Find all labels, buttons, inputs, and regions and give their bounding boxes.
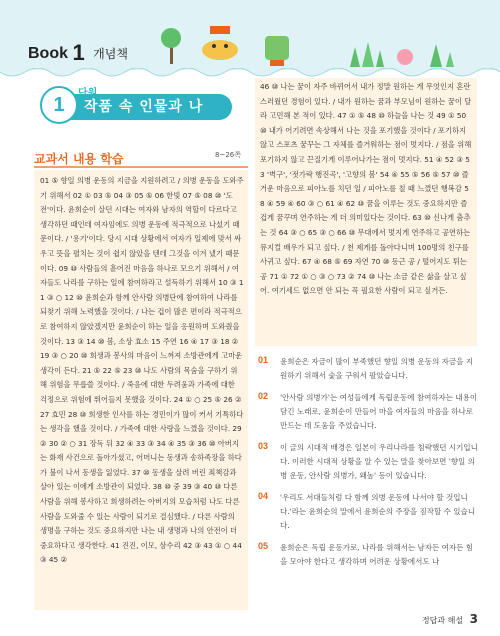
explanation-text: '우리도 서대들처럼 다 함께 의병 운동에 나서야 할 것입니다.'라는 윤희순의 말에서 윤희순의 주장을 짐작할 수 있습니다.: [280, 493, 476, 530]
unit-number-badge: [40, 86, 78, 124]
left-answer-text: 01 ⑤ 향일 의병 운동의 지금을 지원하려고 / 의병 운동을 도와주기 위해서 02 ① 03 ⑤ 04 ③ 05 ⑤ 06 한빛 07 ⑤ 08 ⑩ '도전'이다. 윤희순이 살던 시대는 여자와 남자의 역할이 다르다고 생각하던 때인데 여자임에도 의병 운동에 적극적으로 나섰기 때문이다. / '용기'이다. 당시 시대 상황에서 여자가 일제에 맞서 싸우고 뜻을 펼치는 것이 쉽지 않았을 텐데 그것을 이겨 냈기 때문이다. 09 ⑩ 사람들의 흩어진 마음을 하나로 모으기 위해서 / 여자들도 나라를 구하는 일에 참여하라고 설득하기 위해서 10 ③ 11 ③ ○ 12 ⑩ 윤희순과 함께 안사람 의병단에 참여하여 나라를 되찾기 위해 노력했을 것이다. / 나는 겁이 많은 편이라 적극적으로 참여하지 않았겠지만 윤희순이 하는 일을 응원하며 도와줬을 것이다. 13 ③ 14 ⑩ 봄, 소상 효소 15 주연 16 ④ 17 ③ 18 ② 19 ③ ○ 20 ⑩ 희생과 봉사의 마음이 느껴져 소방관에게 고마운 생각이 든다. 21 ⑤ 22 ⑤ 23 ⑩ 나도 사람의 목숨을 구하기 위해 위험을 무릅쓸 것이다. / 죽음에 대한 두려움과 가족에 대한 걱정으로 위험에 뛰어들지 못했을 것이다. 24 ① ○ 25 ⑤ 26 ② 27 효민 28 ⑩ 희생한 인사를 하는 경민이가 많이 커서 기특하다는 생각을 했을 것이다. / 가족에 대한 사랑을 느꼈을 것이다. 29 ② 30 ② ○ 31 장독 뒤 32 ④ 33 ③ 34 ④ 35 ③ 36 ⑩ 아버지는 화재 사건으로 돌아가셨고, 어머니는 동생과 송하족장을 하다가 불이 나서 동생을 잃었다. 37 ⑩ 동생을 살려 버린 죄책감과 살아 있는 이에게 소방관이 되었다. 38 ⑩ 중 39 ③ 40 ⑩ 다른 사람을 위해 봉사하고 희생하려는 아버지의 모습처럼 나도 다른 사람을 도와줄 수 있는 사람이 되기로 결심했다. / 다른 사람의 생명을 구하는 것도 중요하지만 나는 내 생명과 나의 안전이 더 중요하다고 생각한다. 41 진진, 이모, 삼수리 42 ③ 43 ① ○ 44 ③ 45 ②: [40, 176, 244, 565]
explanation-number: 05: [258, 541, 269, 551]
explanation-number: 04: [258, 491, 269, 501]
section-heading: 교과서 내용 학습: [34, 152, 124, 166]
decoration-illustration: [150, 22, 480, 67]
explanation-item: [258, 491, 480, 533]
explanation-text: '안사람 의병가'는 여성들에게 독립운동에 참여하자는 내용이 담긴 노래로, 윤희순이 만들어 마을 여자들의 마음을 하나로 만드는 데 도움을 주었습니다.: [280, 393, 478, 430]
explanation-text: 윤희순은 독립 운동가로, 나라를 위해서는 남자든 여자든 힘을 모아야 한다고 생각하며 어려운 상황에서도 나: [280, 543, 473, 566]
explanation-item: [258, 355, 480, 383]
explanation-number: 02: [258, 391, 269, 401]
page-number: 3: [469, 612, 478, 626]
tree-icon: [161, 28, 181, 64]
explanation-text: 이 글의 시대적 배경은 일본이 우리나라를 침략했던 시기입니다. 이러한 시대적 상황을 알 수 있는 말을 찾아보면 '향일 의병 운동, 안사람 의병가, 왜놈' 등이 있습니다.: [280, 443, 478, 480]
unit-number: 1: [53, 94, 65, 116]
explanation-text: 윤희순은 자금이 많이 부족했던 향일 의병 운동의 자금을 지원하기 위해서 숯을 구워서 팔았습니다.: [280, 357, 473, 380]
explanation-item: [258, 541, 480, 569]
section-divider: [34, 166, 248, 168]
grass-icon: [350, 42, 454, 67]
explanation-number: 01: [258, 355, 269, 365]
right-answer-text: 46 ⑩ 나는 꿈이 자주 바뀌어서 내가 정말 원하는 게 무엇인지 혼란스러웠던 경험이 있다. / 내가 원하는 꿈과 부모님이 원하는 꿈이 달라 고민해 본 적이 있다. 47 ① ⑤ 48 ⑩ 하늘을 나는 것 49 ① 50 ⑩ 내가 어기려면 속상해서 나는 것을 포기했을 것이다 / 포기하지 않고 스포츠 꿈꾸는 그 자체를 즐거워하는 점이 멋지다. / 점을 위해 포기하지 않고 끈질기게 이루어나가는 점이 멋지다. 51 ④ 52 ③ 53 '벽구', '젓가락 행진곡', '고향의 봄' 54 ④ 55 ⑤ 56 ⑤ 57 ⑩ 즐거운 마음으로 피아노를 치던 일 / 피아노를 칠 때 느꼈던 행복감 58 ④ 59 ④ 60 ③ ○ 61 ④ 62 ⑩ 꿈을 이루는 것도 중요하지만 즐겁게 꿈꾸며 연주하는 게 더 의미있다는 것이다. 63 ⑩ 신나게 춤추는 것 64 ③ ○ 65 ③ ○ 66 ⑩ 무대에서 멋지게 연주하고 공연하는 뮤지컬 배우가 되고 싶다. / 천 제게를 돌아다니며 100명의 친구를 사귀고 싶다. 67 ④ 68 ⑤ 69 자연 70 ⑩ 동근 공 / 떨어지도 튀는 공 71 ① 72 ① ○ ③ ○ 73 ② 74 ⑩ 나는 소금 같은 삶을 살고 싶어. 여기세드 없으면 안 되는 꼭 필요한 사람이 되고 싶거든.: [260, 82, 472, 296]
unit-title: 작품 속 인물과 나: [84, 99, 204, 115]
pencil-character-icon: [202, 26, 238, 60]
page-footer: [422, 612, 478, 626]
explanation-item: [258, 441, 480, 483]
book-label: [28, 38, 128, 64]
explanation-number: 03: [258, 441, 269, 451]
book-number: 1: [72, 40, 85, 65]
explanation-item: [258, 391, 480, 433]
explanation-list: [258, 355, 480, 577]
unit-tag: 단원: [78, 88, 98, 99]
plant-icon: [265, 36, 289, 66]
book-word: Book: [28, 45, 68, 62]
book-subtitle: 개념책: [93, 47, 128, 61]
footer-label: 정답과 해설: [421, 616, 464, 625]
section-pages: 8~26쪽: [215, 151, 241, 159]
